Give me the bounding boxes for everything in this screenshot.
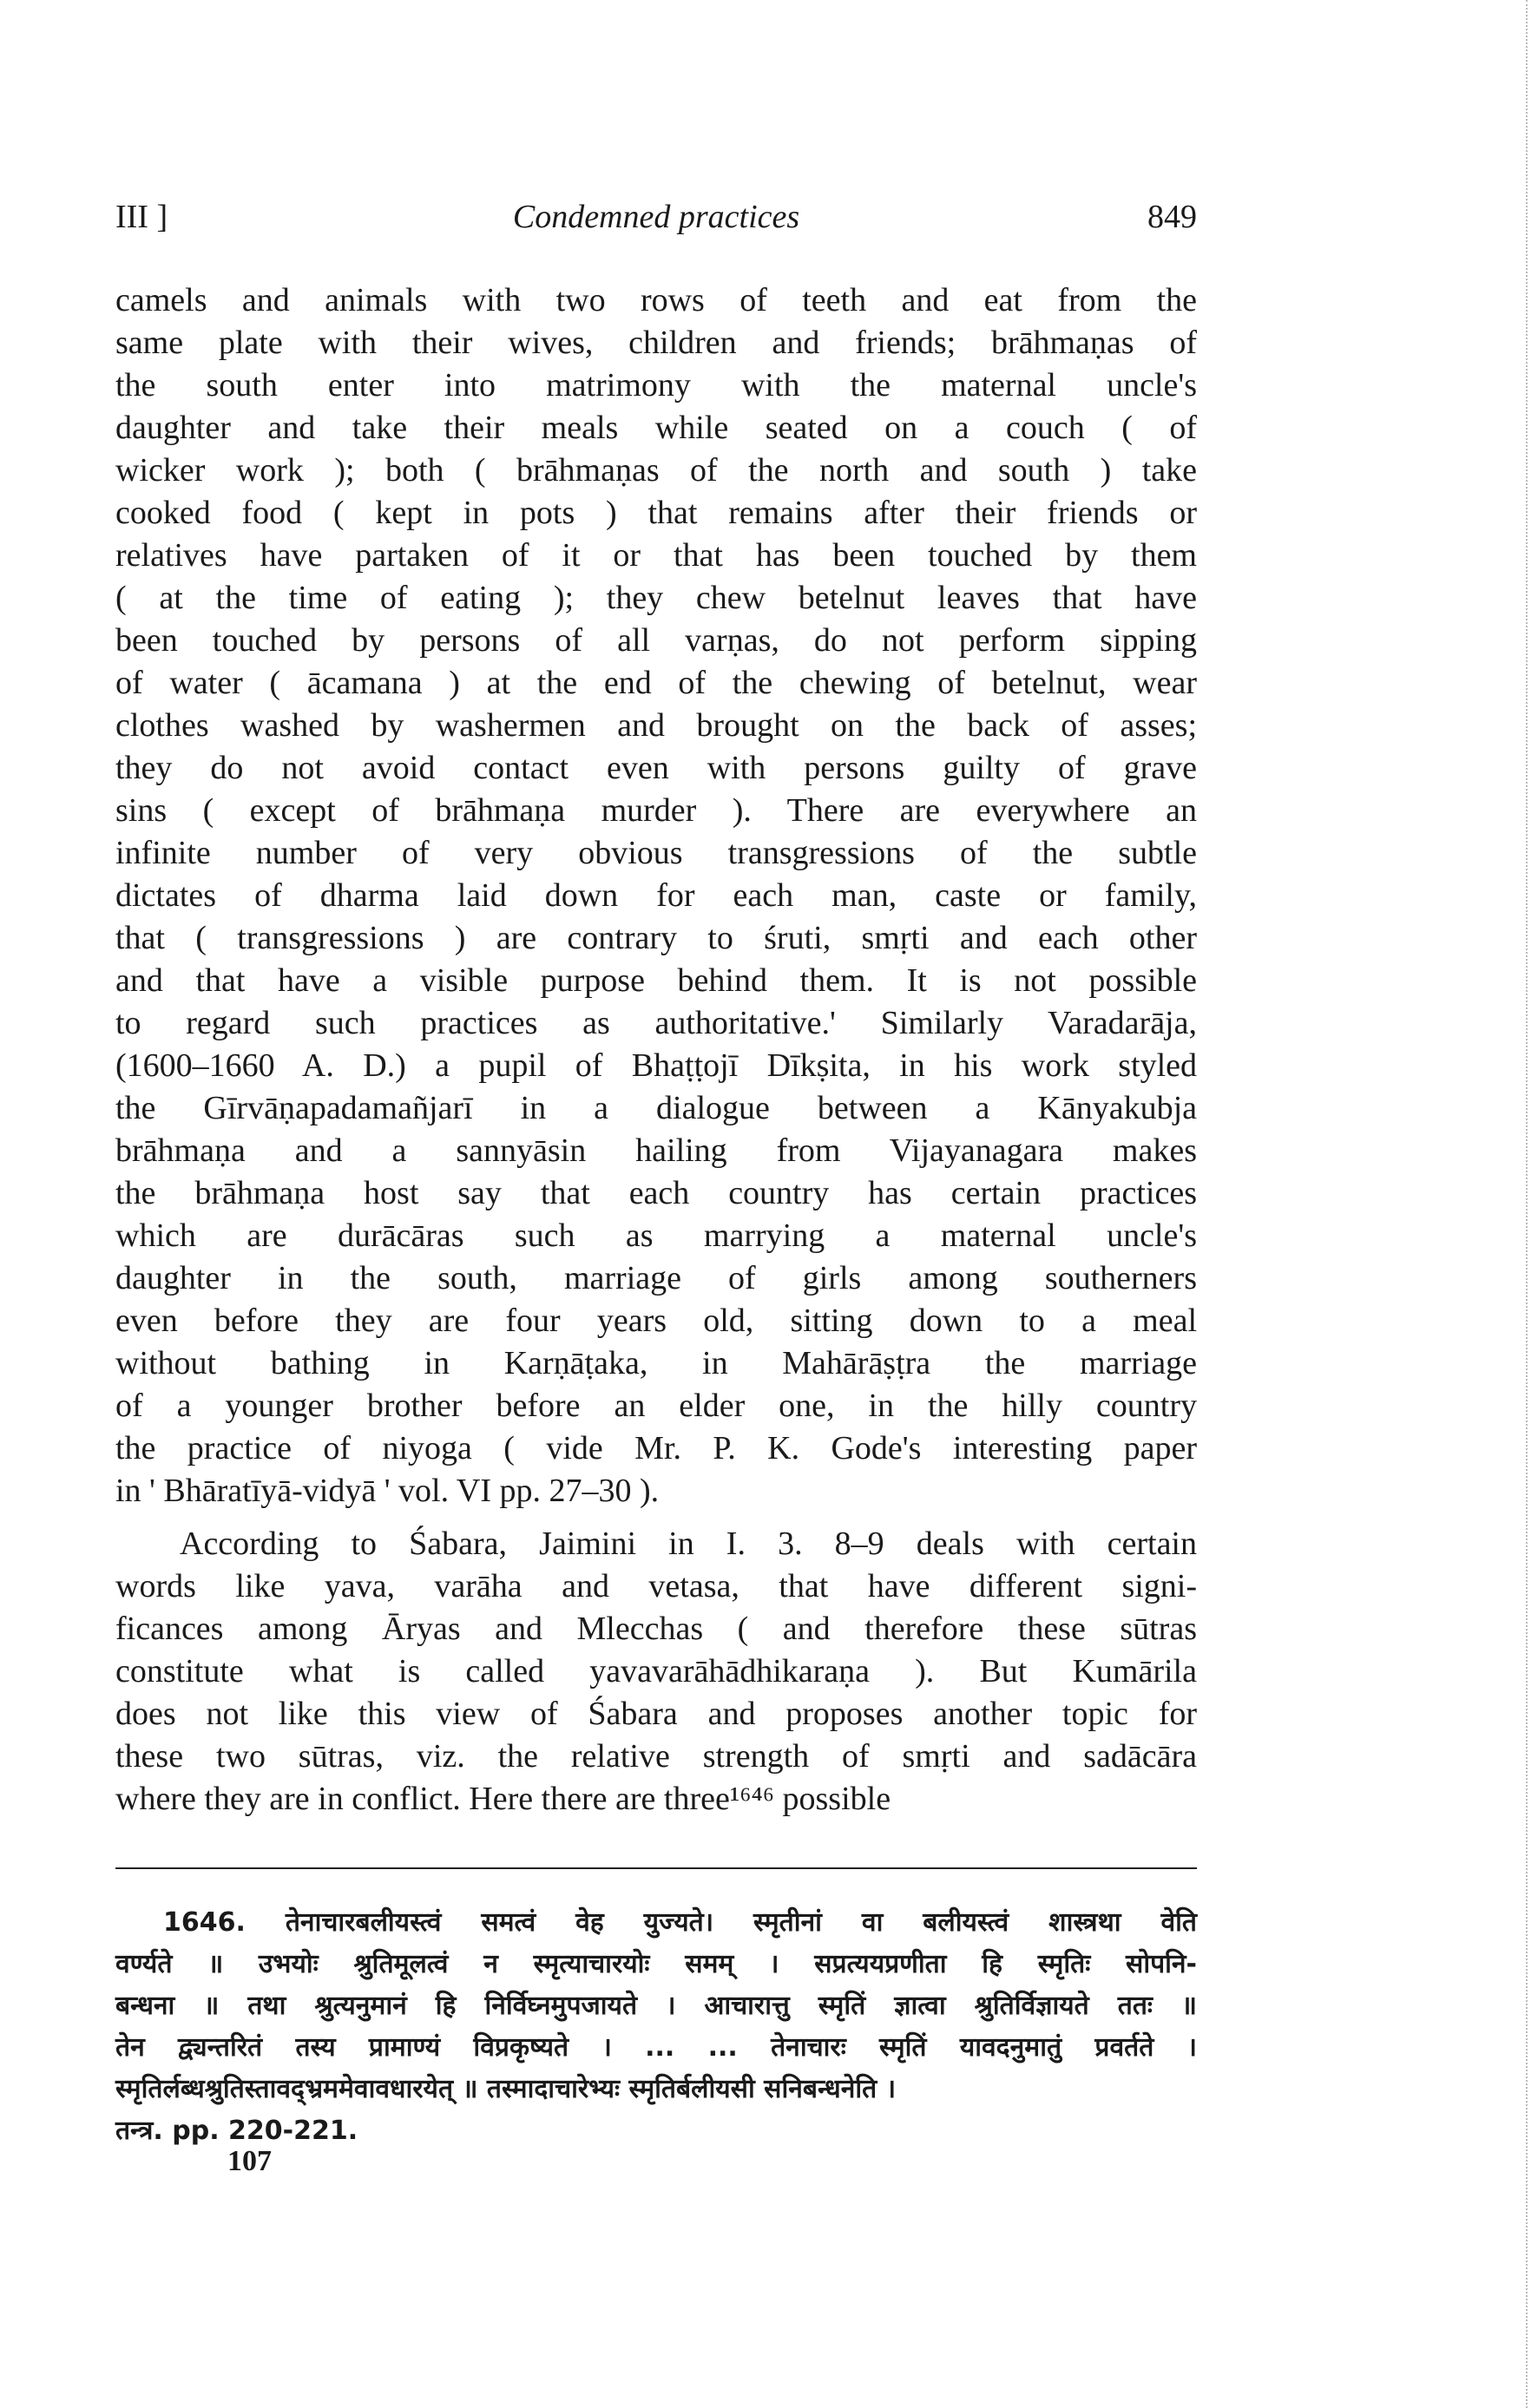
text-line: clothes washed by washermen and brought on the back of asses;: [115, 707, 1197, 744]
text-line: the practice of niyoga ( vide Mr. P. K. Gode's interesting paper: [115, 1430, 1197, 1466]
footnote-line: तेन द्व्यन्तरितं तस्य प्रामाण्यं विप्रकृष्यते । ... ... तेनाचारः स्मृतिं यावदनुमातुं प्रवर्तते ।: [115, 2032, 1197, 2063]
text-line: relatives have partaken of it or that has been touched by them: [115, 537, 1197, 574]
text-line: ficances among Āryas and Mlecchas ( and therefore these sūtras: [115, 1611, 1197, 1647]
text-line: wicker work ); both ( brāhmaṇas of the north and south ) take: [115, 452, 1197, 489]
text-line: words like yava, varāha and vetasa, that have different signi-: [115, 1568, 1197, 1604]
text-line: same plate with their wives, children and friends; brāhmaṇas of: [115, 325, 1197, 361]
text-line: in ' Bhāratīyā-vidyā ' vol. VI pp. 27–30 ).: [115, 1473, 660, 1509]
text-line: the Gīrvāṇapadamañjarī in a dialogue between a Kānyakubja: [115, 1090, 1197, 1126]
signature-mark: 107: [227, 2145, 272, 2177]
text-line: the south enter into matrimony with the maternal uncle's: [115, 367, 1197, 404]
running-header: [115, 198, 1197, 241]
text-line: of water ( ācamana ) at the end of the chewing of betelnut, wear: [115, 665, 1197, 701]
text-line: where they are in conflict. Here there are three¹⁶⁴⁶ possible: [115, 1781, 891, 1817]
text-line: According to Śabara, Jaimini in I. 3. 8–9 deals with certain: [180, 1526, 1197, 1562]
chapter-marker: III ]: [115, 199, 168, 235]
text-line: does not like this view of Śabara and proposes another topic for: [115, 1696, 1197, 1732]
footnote: [115, 1902, 1197, 2152]
text-line: without bathing in Karṇāṭaka, in Mahārāṣṭra the marriage: [115, 1345, 1197, 1381]
text-line: to regard such practices as authoritative.' Similarly Varadarāja,: [115, 1005, 1197, 1041]
text-line: been touched by persons of all varṇas, do not perform sipping: [115, 622, 1197, 659]
text-line: the brāhmaṇa host say that each country has certain practices: [115, 1175, 1197, 1211]
text-line: they do not avoid contact even with persons guilty of grave: [115, 750, 1197, 786]
text-line: camels and animals with two rows of teeth and eat from the: [115, 282, 1197, 318]
text-line: even before they are four years old, sitting down to a meal: [115, 1302, 1197, 1339]
footnote-line: बन्धना ॥ तथा श्रुत्यनुमानं हि निर्विघ्नमुपजायते । आचारात्तु स्मृतिं ज्ञात्वा श्रुतिर्विज्ञायते ततः ॥: [115, 1991, 1197, 2021]
footnote-line: 1646. तेनाचारबलीयस्त्वं समत्वं वेह युज्यते। स्मृतीनां वा बलीयस्त्वं शास्त्रथा वेति: [163, 1907, 1197, 1938]
footnote-line: वर्ण्यते ॥ उभयोः श्रुतिमूलत्वं न स्मृत्याचारयोः समम् । सप्रत्ययप्रणीता हि स्मृतिः सोपनि-: [115, 1949, 1197, 1979]
text-line: that ( transgressions ) are contrary to śruti, smṛti and each other: [115, 920, 1197, 956]
text-line: brāhmaṇa and a sannyāsin hailing from Vijayanagara makes: [115, 1132, 1197, 1169]
text-line: infinite number of very obvious transgressions of the subtle: [115, 835, 1197, 871]
page-edge: [1526, 0, 1528, 2408]
text-line: (1600–1660 A. D.) a pupil of Bhaṭṭojī Dīkṣita, in his work styled: [115, 1047, 1197, 1084]
footnote-rule: [115, 1867, 1197, 1869]
text-line: sins ( except of brāhmaṇa murder ). There are everywhere an: [115, 792, 1197, 829]
text-line: ( at the time of eating ); they chew betelnut leaves that have: [115, 580, 1197, 616]
text-line: dictates of dharma laid down for each man, caste or family,: [115, 877, 1197, 914]
text-line: and that have a visible purpose behind them. It is not possible: [115, 962, 1197, 999]
page-number: 849: [1147, 199, 1197, 235]
footnote-line: तन्त्र. pp. 220-221.: [115, 2116, 358, 2146]
body-text: [115, 279, 1197, 1821]
footnote-line: स्मृतिर्लब्धश्रुतिस्तावद्भ्रममेवावधारयेत् ॥ तस्मादाचारेभ्यः स्मृतिर्बलीयसी सनिबन्धनेति ।: [115, 2074, 897, 2104]
text-line: cooked food ( kept in pots ) that remains after their friends or: [115, 495, 1197, 531]
text-line: which are durācāras such as marrying a maternal uncle's: [115, 1217, 1197, 1254]
text-line: these two sūtras, viz. the relative strength of smṛti and sadācāra: [115, 1738, 1197, 1775]
running-title: Condemned practices: [512, 199, 800, 235]
text-line: daughter and take their meals while seated on a couch ( of: [115, 410, 1197, 446]
text-line: constitute what is called yavavarāhādhikaraṇa ). But Kumārila: [115, 1653, 1197, 1690]
text-line: daughter in the south, marriage of girls among southerners: [115, 1260, 1197, 1296]
text-line: of a younger brother before an elder one, in the hilly country: [115, 1388, 1197, 1424]
